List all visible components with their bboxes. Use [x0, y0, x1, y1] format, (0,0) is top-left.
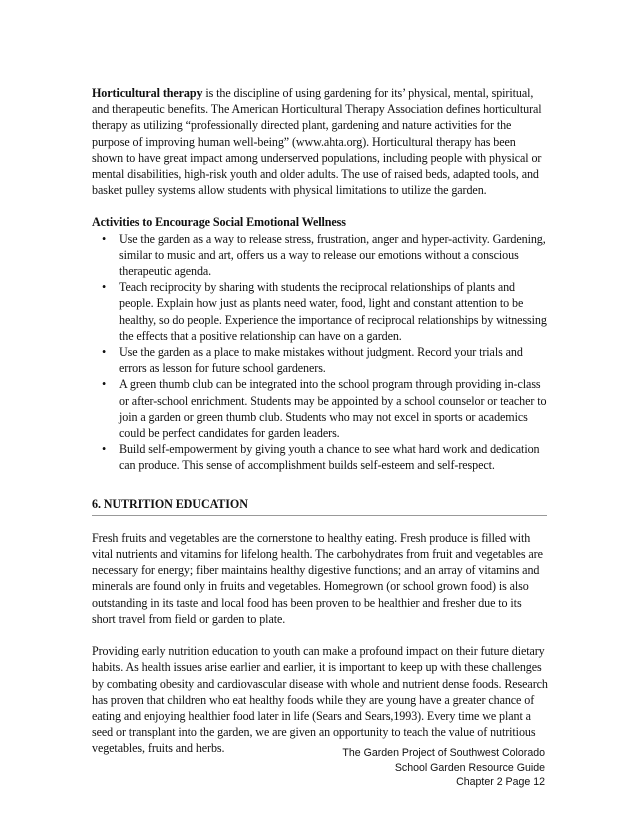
footer-organization: The Garden Project of Southwest Colorado: [342, 747, 545, 759]
page-content: [92, 85, 548, 757]
activities-heading: Activities to Encourage Social Emotional Wellness: [92, 215, 346, 230]
list-item-text: Build self-empowerment by giving youth a chance to see what hard work and dedication can produce. This sense of accomplishment builds self-esteem and self-respect.: [119, 442, 540, 473]
list-item: [92, 441, 548, 473]
list-item: [92, 231, 548, 280]
list-item: [92, 279, 548, 344]
list-item-text: Use the garden as a place to make mistakes without judgment. Record your trials and errors as lesson for future school gardeners.: [119, 345, 523, 376]
intro-text: is the discipline of using gardening for its’ physical, mental, spiritual, and therapeutic benefits. The American Horticultural Therapy Association defines horticultural therapy as utilizing “professionally directed plant, gardening and nature activities for the purpose of improving human well-being” (www.ahta.org). Horticultural therapy has been shown to have great impact among underserved populations, including people with physical or mental disabilities, high-risk youth and older adults. The use of raised beds, adapted tools, and basket pulley systems allow students with physical limitations to utilize the garden.: [92, 86, 542, 198]
bullet-icon: •: [102, 280, 107, 295]
list-item-text: A green thumb club can be integrated into the school program through providing in-class or after-school enrichment. Students may be appointed by a school counselor or teacher to join a garden or green thumb club. Students who may not excel in sports or academics could be perfect candidates for garden leaders.: [119, 377, 547, 441]
list-item: [92, 344, 548, 376]
activities-list: [92, 231, 548, 474]
bullet-icon: •: [102, 231, 107, 246]
list-item-text: Use the garden as a way to release stress, frustration, anger and hyper-activity. Gardening, similar to music and art, offers us a way to release our emotions without a conscious therapeutic agenda.: [119, 231, 546, 279]
nutrition-paragraph-1: Fresh fruits and vegetables are the cornerstone to healthy eating. Fresh produce is filled with vital nutrients and vitamins for lifelong health. The carbohydrates from fruit and vegetables are necessary for energy; fiber maintains healthy digestive functions; and an array of vitamins and minerals are found only in fruits and vegetables. Homegrown (or school grown food) is also outstanding in its taste and local food has been proven to be healthier and fresher due to its short travel from field or garden to plate.: [92, 530, 543, 626]
footer-page-number: Chapter 2 Page 12: [456, 776, 545, 788]
footer-guide-title: School Garden Resource Guide: [394, 761, 545, 774]
nutrition-paragraph-2: Providing early nutrition education to youth can make a profound impact on their future dietary habits. As health issues arise earlier and earlier, it is important to keep up with these challenges by combating obesity and cardiovascular disease with whole and nutrient dense foods. Research has proven that children who eat healthy foods while they are young have a greater chance of eating and enjoying healthier food later in life (Sears and Sears,1993). Every time we plant a seed or transplant into the garden, we are given an opportunity to teach the value of nutritious vegetables, fruits and herbs.: [92, 644, 548, 756]
intro-paragraph: [92, 85, 548, 198]
bullet-icon: •: [102, 377, 107, 392]
intro-term: Horticultural therapy: [92, 86, 203, 100]
nutrition-section-heading: 6. NUTRITION EDUCATION: [92, 496, 547, 516]
page-footer: [342, 746, 545, 790]
bullet-icon: •: [102, 442, 107, 457]
list-item: [92, 376, 548, 441]
list-item-text: Teach reciprocity by sharing with students the reciprocal relationships of plants and people. Explain how just as plants need water, food, light and constant attention to be healthy, so do people. Experience the importance of reciprocal relationships by witnessing the effects that a positive relationship can have on a garden.: [119, 280, 547, 343]
bullet-icon: •: [102, 345, 107, 360]
